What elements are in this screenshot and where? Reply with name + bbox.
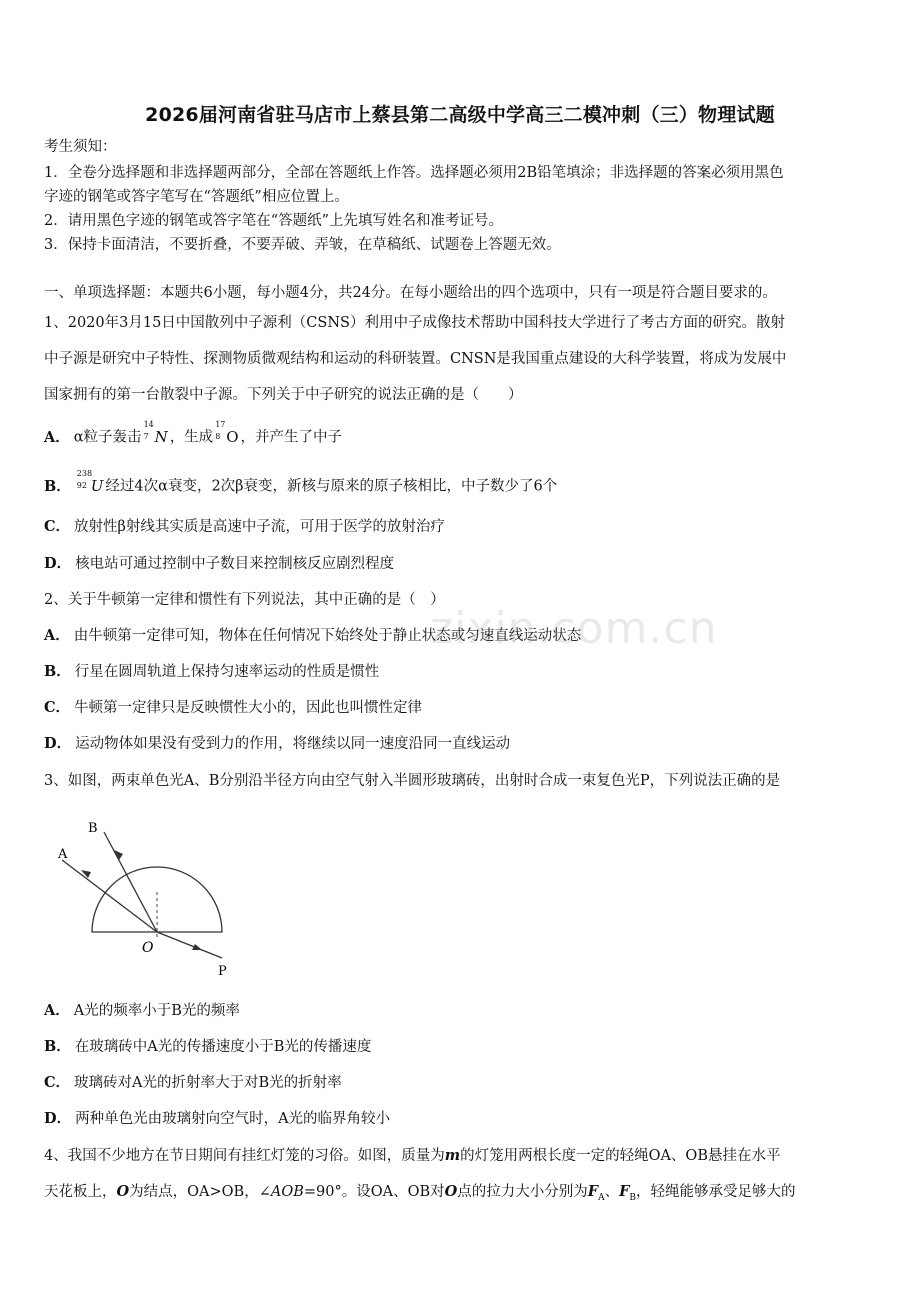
q3-option-b: B． 在玻璃砖中A光的传播速度小于B光的传播速度 bbox=[44, 1038, 372, 1055]
notice-line-2: 字迹的钢笔或答字笔写在“答题纸”相应位置上。 bbox=[44, 189, 349, 205]
q1-stem-line-2: 中子源是研究中子特性、探测物质微观结构和运动的科研装置。CNSN是我国重点建设的大科学装置，将成为发展中 bbox=[44, 351, 787, 367]
section-heading: 一、单项选择题：本题共6小题，每小题4分，共24分。在每小题给出的四个选项中，只有一项是符合题目要求的。 bbox=[44, 285, 777, 301]
q2-option-b: B． 行星在圆周轨道上保持匀速率运动的性质是惯性 bbox=[44, 663, 380, 680]
ray-a-arrow bbox=[81, 870, 91, 878]
q1-stem-line-3: 国家拥有的第一台散裂中子源。下列关于中子研究的说法正确的是（ ） bbox=[44, 387, 523, 403]
q1-option-d: D． 核电站可通过控制中子数目来控制核反应剧烈程度 bbox=[44, 555, 395, 572]
nuclide-n14: 14 7 N bbox=[143, 420, 168, 446]
notice-line-1: 1．全卷分选择题和非选择题两部分，全部在答题纸上作答。选择题必须用2B铅笔填涂；非选择题的答案必须用黑色 bbox=[44, 165, 784, 181]
q1-option-b: B． 238 92 U 经过4次α衰变，2次β衰变，新核与原来的原子核相比，中子数少了6个 bbox=[44, 469, 558, 495]
label-b: B bbox=[88, 821, 98, 836]
q1-stem-line-1: 1、2020年3月15日中国散列中子源利（CSNS）利用中子成像技术帮助中国科技大学进行了考古方面的研究。散射 bbox=[44, 315, 785, 331]
watermark: zixin.com.cn bbox=[430, 603, 718, 654]
option-letter: A． bbox=[44, 428, 70, 446]
page-title: 2026届河南省驻马店市上蔡县第二高级中学高三二模冲刺（三）物理试题 bbox=[145, 104, 775, 126]
ray-b bbox=[104, 832, 157, 932]
nuclide-o17: 17 8 O bbox=[215, 420, 239, 446]
notice-line-4: 3．保持卡面清洁，不要折叠，不要弄破、弄皱，在草稿纸、试题卷上答题无效。 bbox=[44, 237, 561, 253]
q4-stem-line-2: 天花板上，O为结点，OA>OB，∠AOB=90°。设OA、OB对O点的拉力大小分别为$F_A$、$F_B$，轻绳能够承受足够大的 bbox=[44, 1183, 796, 1203]
q2-option-d: D． 运动物体如果没有受到力的作用，将继续以同一速度沿同一直线运动 bbox=[44, 735, 511, 752]
q3-stem: 3、如图，两束单色光A、B分别沿半径方向由空气射入半圆形玻璃砖，出射时合成一束复色光P，下列说法正确的是 bbox=[44, 773, 781, 789]
label-o: O bbox=[142, 940, 154, 956]
nuclide-u238: 238 92 U bbox=[76, 469, 104, 495]
q1-option-a: A． α粒子轰击 14 7 N ，生成 17 8 O ，并产生了中子 bbox=[44, 420, 342, 446]
label-p: P bbox=[218, 964, 227, 979]
q1-option-c: C． 放射性β射线其实质是高速中子流，可用于医学的放射治疗 bbox=[44, 518, 445, 535]
option-letter: B． bbox=[44, 477, 71, 495]
semicircle-glass-figure bbox=[44, 808, 244, 983]
ray-p-arrow bbox=[192, 944, 202, 950]
q3-option-d: D． 两种单色光由玻璃射向空气时，A光的临界角较小 bbox=[44, 1110, 391, 1127]
notice-line-3: 2．请用黑色字迹的钢笔或答字笔在“答题纸”上先填写姓名和准考证号。 bbox=[44, 213, 504, 229]
q4-stem-line-1: 4、我国不少地方在节日期间有挂红灯笼的习俗。如图，质量为m的灯笼用两根长度一定的轻绳OA、OB悬挂在水平 bbox=[44, 1147, 781, 1164]
q2-stem: 2、关于牛顿第一定律和惯性有下列说法，其中正确的是（ ） bbox=[44, 592, 445, 608]
q3-option-a: A． A光的频率小于B光的频率 bbox=[44, 1002, 240, 1019]
q2-option-c: C． 牛顿第一定律只是反映惯性大小的，因此也叫惯性定律 bbox=[44, 699, 423, 716]
notice-heading: 考生须知： bbox=[44, 139, 117, 155]
label-a: A bbox=[58, 847, 68, 862]
option-text: α粒子轰击 bbox=[73, 429, 142, 446]
q3-option-c: C． 玻璃砖对A光的折射率大于对B光的折射率 bbox=[44, 1074, 342, 1091]
ray-p bbox=[157, 932, 222, 958]
ray-b-arrow bbox=[114, 850, 123, 860]
ray-a bbox=[62, 860, 157, 932]
q2-option-a: A． 由牛顿第一定律可知，物体在任何情况下始终处于静止状态或匀速直线运动状态 bbox=[44, 627, 582, 644]
